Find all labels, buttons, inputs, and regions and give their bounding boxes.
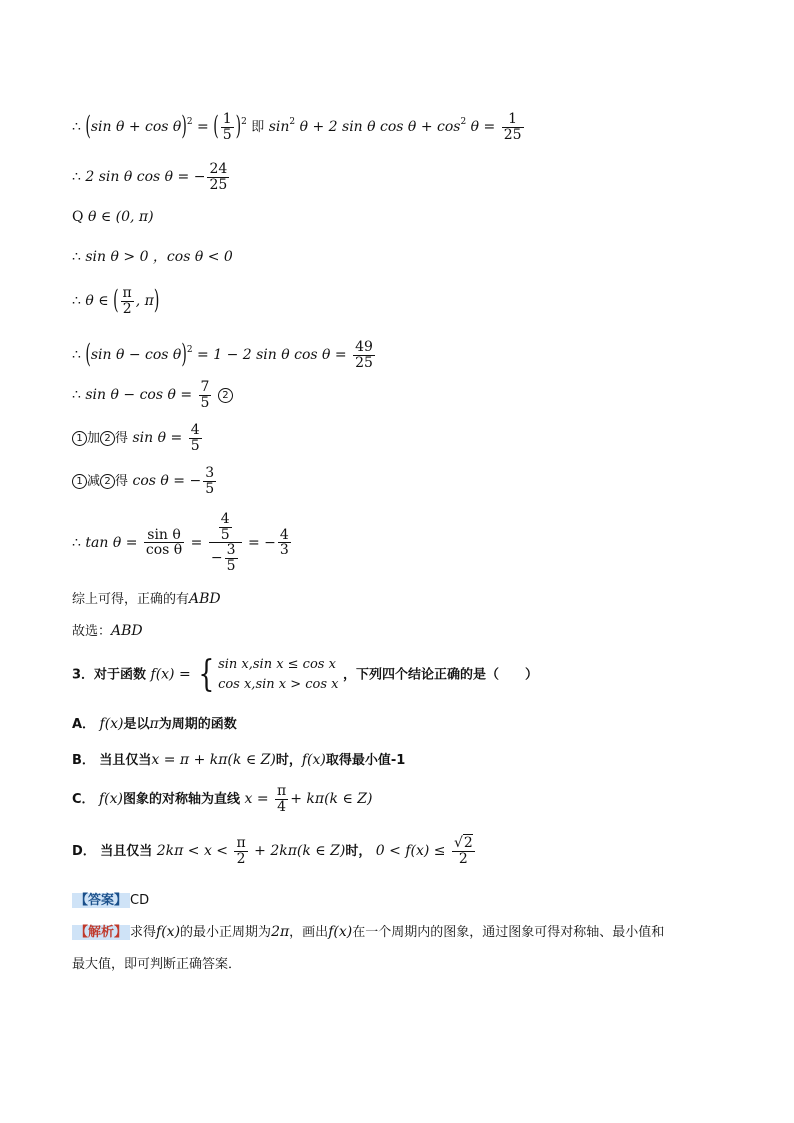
eq-sign: ∴ sin θ > 0 ，cos θ < 0 bbox=[72, 249, 233, 265]
eq-square-diff: ∴ (sin θ − cos θ)$^2$ = 1 − 2 sin θ cos θ = $\frac{49}{25}$ bbox=[72, 339, 373, 371]
q3-option-d: D． 当且仅当 2kπ < x < $\frac{\pi}{2}$ + 2kπ(k ∈ Z)时， 0 < f(x) ≤ $\frac{√2}{2}$ bbox=[72, 835, 473, 867]
eq-cos-value: 1 减 2 得 cos θ = − $\frac{3}{5}$ bbox=[72, 466, 218, 496]
q3-option-a: A． f(x)是以π为周期的函数 bbox=[72, 716, 237, 732]
eq-sin-value: 1 加 2 得 sin θ = $\frac{4}{5}$ bbox=[72, 423, 204, 453]
fraction: $\frac{49}{25}$ bbox=[355, 339, 373, 371]
summary-line: 综上可得，正确的有ABD bbox=[72, 591, 221, 607]
analysis-line-2: 最大值，即可判断正确答案． bbox=[72, 957, 242, 972]
analysis-line-1: 【解析】 求得f(x)的最小正周期为2π，画出f(x)在一个周期内的图象，通过图象可得对称轴、最小值和 bbox=[72, 925, 664, 940]
fraction: $\frac{7}{5}$ bbox=[200, 379, 210, 411]
fraction: $\frac{3}{5}$ bbox=[205, 465, 215, 497]
eq-square-sum: ∴ (sin θ + cos θ)$^2$ = ( $\frac{1}{5}$ )$^2$ 即 $\sin^2 \theta + 2$ sin θ $\cos \theta + \cos^2 \theta$ = $\frac{1}{25}$ bbox=[72, 111, 522, 143]
circled-one: 1 bbox=[72, 431, 87, 446]
eq-theta-range: Q θ ∈ (0, π) bbox=[72, 209, 154, 225]
circled-two: 2 bbox=[100, 431, 115, 446]
answer-tag: 【答案】 bbox=[72, 893, 130, 908]
fraction: $\frac{1}{5}$ bbox=[222, 111, 232, 143]
eq-diff: ∴ sin θ − cos θ = $\frac{7}{5}$ 2 bbox=[72, 380, 233, 410]
answer-line: 【答案】 CD bbox=[72, 893, 149, 908]
circled-one: 1 bbox=[72, 474, 87, 489]
piecewise-definition: { sin x,sin x ≤ cos x cos x,sin x > cos x bbox=[198, 653, 339, 695]
fraction: $\frac{4}{5}$ bbox=[190, 422, 200, 454]
circled-two: 2 bbox=[218, 388, 233, 403]
q3-option-b: B． 当且仅当x = π + kπ(k ∈ Z)时，f(x)取得最小值-1 bbox=[72, 752, 406, 768]
q3-stem: 3．对于函数 f(x) = { sin x,sin x ≤ cos x cos x,sin x > cos x ，下列四个结论正确的是（ ） bbox=[72, 653, 538, 695]
fraction: $\frac{\pi}{2}$ bbox=[236, 835, 246, 867]
fraction: $\frac{24}{25}$ bbox=[209, 161, 228, 193]
q3-option-c: C． f(x)图象的对称轴为直线 x = $\frac{\pi}{4}$ + kπ(k ∈ Z) bbox=[72, 783, 373, 815]
fraction: $\frac{\text{sin θ}}{\text{cos θ}}$ bbox=[145, 526, 183, 559]
compound-fraction: $\frac{4}{5}$ − $\frac{3}{5}$ bbox=[209, 512, 242, 574]
fraction: $\frac{1}{25}$ bbox=[503, 111, 522, 143]
analysis-tag: 【解析】 bbox=[72, 925, 130, 940]
therefore-symbol: ∴ bbox=[72, 119, 81, 136]
fraction: $\frac{\pi}{2}$ bbox=[122, 285, 132, 317]
eq-theta-half: ∴ θ ∈ ( $\frac{\pi}{2}$ , π) bbox=[72, 285, 160, 317]
eq-double-product: ∴ 2 sin θ cos θ = − $\frac{24}{25}$ bbox=[72, 161, 228, 193]
fraction: $\frac{\pi}{4}$ bbox=[277, 783, 287, 815]
fraction: $\frac{4}{3}$ bbox=[279, 526, 289, 559]
eq-tan-value: ∴ tan θ = $\frac{\text{sin θ}}{\text{cos θ}}$ = $\frac{4}{5}$ − $\frac{3}{5}$ = − $\frac{4}{3}$ bbox=[72, 511, 289, 575]
fraction: $\frac{√2}{2}$ bbox=[453, 835, 473, 867]
choice-line: 故选：ABD bbox=[72, 623, 143, 639]
circled-two: 2 bbox=[100, 474, 115, 489]
